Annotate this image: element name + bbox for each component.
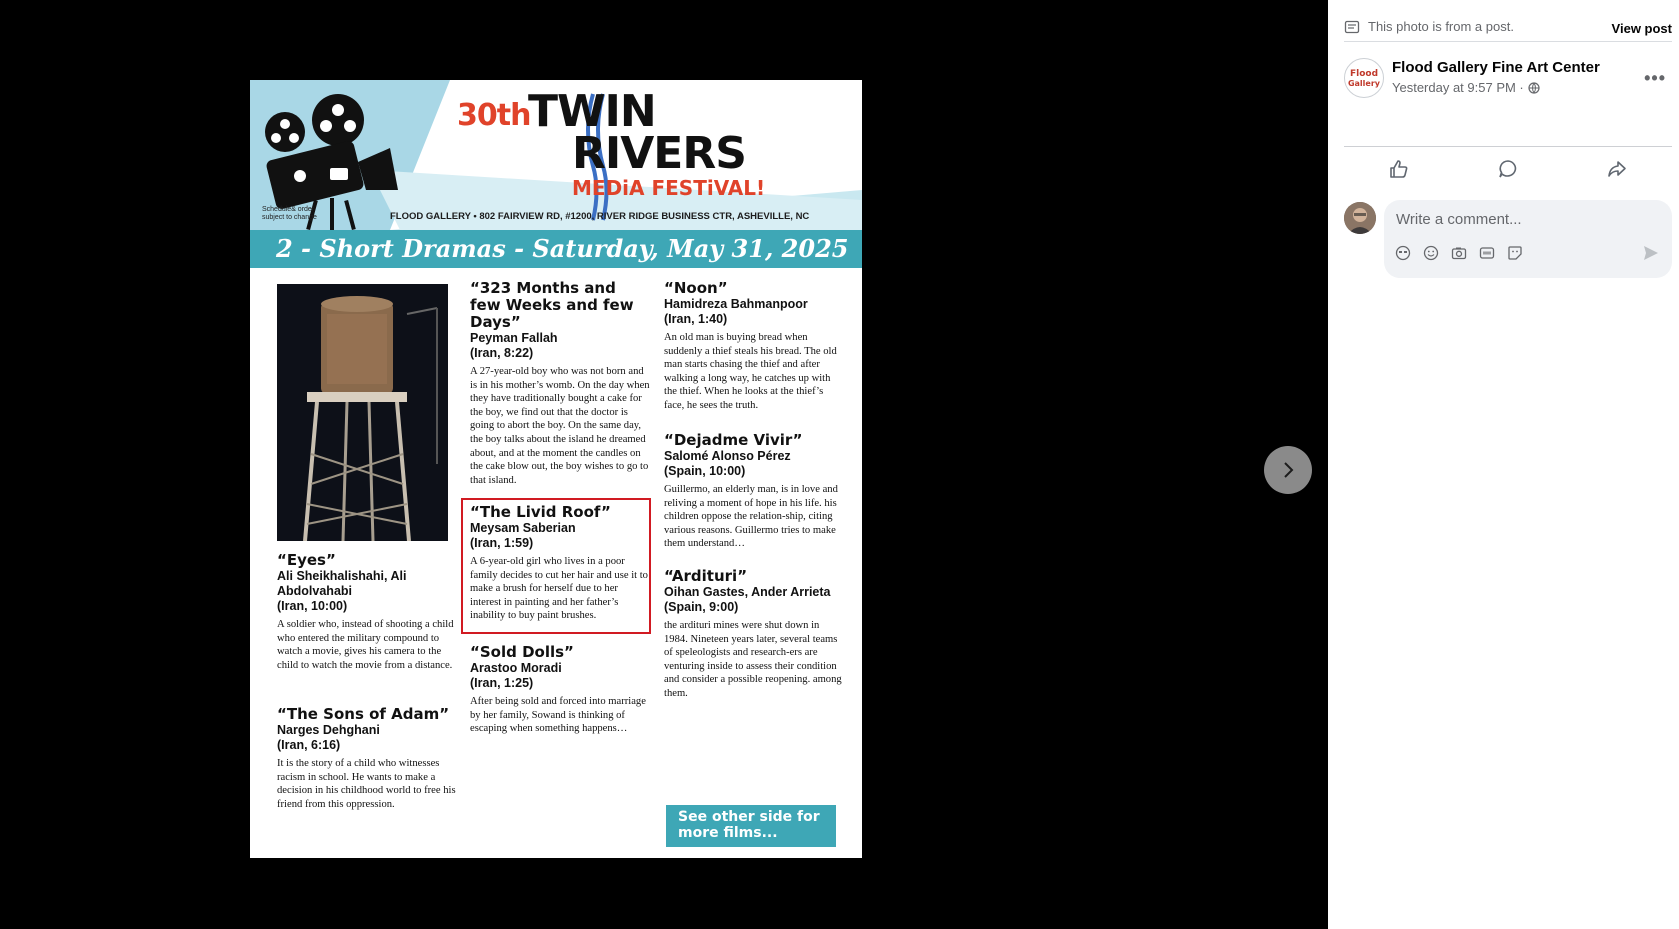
poster-header [250, 80, 862, 230]
avatar-sticker-icon [1395, 245, 1411, 261]
film-meta: (Iran, 1:59) [470, 536, 534, 550]
film-sons-of-adam [277, 706, 457, 811]
send-icon [1642, 244, 1660, 262]
film-dejadme-vivir [664, 432, 844, 551]
film-synopsis: the ardituri mines were shut down in 1984. Nineteen years later, several teams of speleologists and research-ers are venturing inside to assess their condition and consider a possible reopening. among them. [664, 620, 842, 699]
emoji-button[interactable] [1422, 244, 1440, 262]
comment-button[interactable] [1478, 151, 1538, 187]
festival-poster [250, 80, 862, 858]
from-post-bar [1344, 12, 1672, 42]
comment-composer [1344, 200, 1672, 280]
film-meta: (Spain, 9:00) [664, 600, 739, 614]
film-meta: (Iran, 10:00) [277, 599, 348, 613]
comment-icon [1497, 158, 1519, 180]
chevron-right-icon [1278, 460, 1298, 480]
user-avatar-photo [1344, 202, 1376, 234]
festival-address: FLOOD GALLERY • 802 FAIRVIEW RD, #1200, RIVER RIDGE BUSINESS CTR, ASHEVILLE, NC [390, 211, 810, 222]
film-ardituri [664, 568, 844, 701]
share-icon [1606, 158, 1628, 180]
globe-icon [1528, 82, 1540, 94]
film-title: “Sold Dolls” [470, 643, 574, 661]
sticker-icon [1507, 245, 1523, 261]
film-director: Narges Dehghani [277, 723, 380, 737]
user-avatar[interactable] [1344, 202, 1376, 234]
avatar-text-gallery: Gallery [1347, 78, 1381, 88]
film-title: “Dejadme Vivir” [664, 431, 803, 449]
film-synopsis: Guillermo, an elderly man, is in love and reliving a moment of hope in his life. his children oppose the relation-ship, citing various reasons. Guillermo tries to make them understand… [664, 484, 838, 550]
see-other-side-note: See other side for more films... [666, 805, 836, 847]
from-post-text: This photo is from a post. [1368, 19, 1514, 34]
film-title: “Eyes” [277, 551, 336, 569]
film-title: “Noon” [664, 279, 728, 297]
gif-button[interactable] [1478, 244, 1496, 262]
festival-title-twin: TWIN [528, 86, 656, 137]
share-button[interactable] [1587, 151, 1647, 187]
film-director: Peyman Fallah [470, 331, 558, 345]
film-title: “Ardituri” [664, 567, 748, 585]
comment-tools [1394, 244, 1524, 262]
film-title: “The Sons of Adam” [277, 705, 450, 723]
film-meta: (Spain, 10:00) [664, 464, 746, 478]
film-livid-roof [470, 504, 650, 623]
film-noon [664, 280, 844, 413]
film-director: Hamidreza Bahmanpoor [664, 297, 808, 311]
water-tower-illustration [277, 284, 448, 541]
comment-box [1384, 200, 1672, 278]
film-meta: (Iran, 1:40) [664, 312, 728, 326]
post-time-text: Yesterday at 9:57 PM · [1392, 80, 1524, 95]
avatar-sticker-button[interactable] [1394, 244, 1412, 262]
photo-button[interactable] [1450, 244, 1468, 262]
more-options-button[interactable]: ••• [1644, 68, 1666, 88]
film-meta: (Iran, 1:25) [470, 676, 534, 690]
post-author [1344, 56, 1672, 102]
film-director: Arastoo Moradi [470, 661, 562, 675]
film-synopsis: A 27-year-old boy who was not born and is in his mother’s womb. On the day when they have traditionally bought a cake for the boy, we find out that the doctor is going to abort the boy. On the same day, the boy talks about the island he dreamed about, and at the moment the candles on the cake blow out, the boy wishes to go to that island. [470, 366, 650, 486]
post-timestamp[interactable] [1392, 80, 1540, 95]
film-sold-dolls [470, 644, 650, 736]
comment-input[interactable] [1396, 208, 1658, 230]
emoji-icon [1423, 245, 1439, 261]
schedule-note: Schedule& order subject to change [262, 206, 317, 221]
program-banner-text: 2 - Short Dramas - Saturday, May 31, 2025 [276, 234, 849, 263]
film-synopsis: It is the story of a child who witnesses racism in school. He wants to make a decision in his childhood world to free his friend from this oppression. [277, 758, 456, 810]
festival-subtitle: MEDiA FESTiVAL! [572, 176, 766, 200]
film-meta: (Iran, 8:22) [470, 346, 534, 360]
like-button[interactable] [1369, 151, 1429, 187]
film-title: “323 Months and few Weeks and few Days” [470, 279, 634, 331]
post-side-panel [1328, 0, 1679, 929]
page-name-link[interactable]: Flood Gallery Fine Art Center [1392, 59, 1600, 76]
film-director: Salomé Alonso Pérez [664, 449, 791, 463]
film-eyes [277, 552, 457, 672]
film-title: “The Livid Roof” [470, 503, 611, 521]
post-actions [1344, 146, 1672, 190]
film-synopsis: An old man is buying bread when suddenly a thief steals his bread. The old man starts chasing the thief and after walking a long way, he catches up with the thief. When he looks at the thief’s face, he sees the truth. [664, 332, 837, 411]
film-director: Oihan Gastes, Ander Arrieta [664, 585, 831, 599]
festival-edition: 30th [457, 98, 531, 133]
post-icon [1344, 19, 1360, 35]
film-synopsis: A 6-year-old girl who lives in a poor family decides to cut her hair and use it to make a brush for herself due to her interest in painting and her father’s inability to buy paint brushes. [470, 556, 648, 622]
program-banner [250, 230, 862, 268]
film-323-months [470, 280, 650, 487]
water-tower-photo [277, 284, 448, 541]
festival-title-rivers: RIVERS [572, 128, 746, 179]
page-avatar[interactable] [1344, 58, 1384, 98]
film-director: Ali Sheikhalishahi, Ali Abdolvahabi [277, 569, 407, 598]
film-synopsis: After being sold and forced into marriage by her family, Sowand is thinking of escaping when something happens… [470, 696, 646, 735]
send-comment-button[interactable] [1642, 244, 1662, 264]
sticker-button[interactable] [1506, 244, 1524, 262]
camera-icon [1451, 245, 1467, 261]
gif-icon [1479, 245, 1495, 261]
avatar-text-flood: Flood [1349, 68, 1379, 79]
film-meta: (Iran, 6:16) [277, 738, 341, 752]
next-photo-button[interactable] [1264, 446, 1312, 494]
thumbs-up-icon [1388, 158, 1410, 180]
film-synopsis: A soldier who, instead of shooting a child who entered the military compound to watch a movie, gives his camera to the child to watch the movie from a distance. [277, 619, 454, 671]
film-director: Meysam Saberian [470, 521, 576, 535]
view-post-link[interactable]: View post [1611, 21, 1672, 36]
